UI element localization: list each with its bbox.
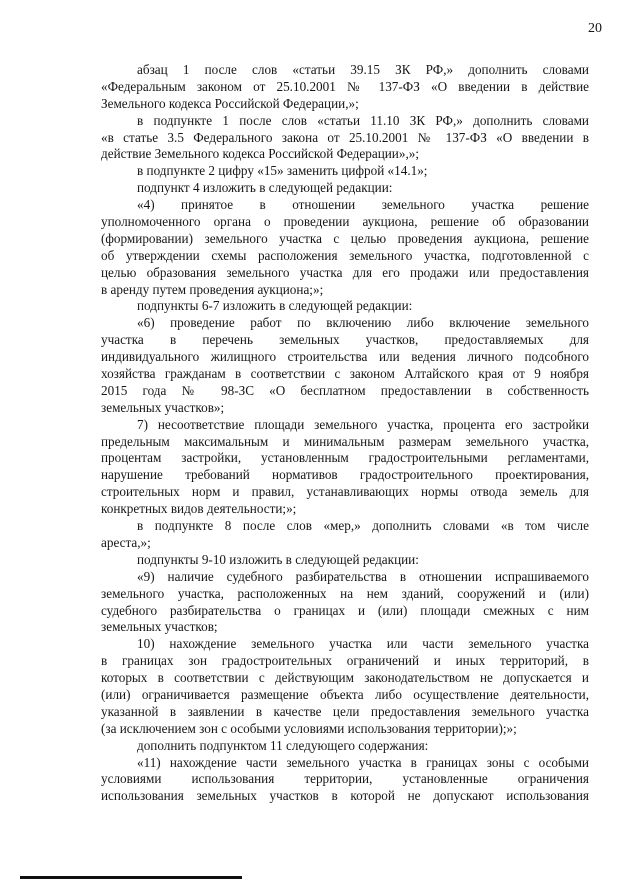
text-line: «4) принятое в отношении земельного участка решение <box>137 197 589 213</box>
text-line: ареста,»; <box>101 534 151 550</box>
text-line: земельных участков; <box>101 619 218 635</box>
text-line: условиями использования территории, установленные ограничения <box>101 771 589 787</box>
text-line: целью образования земельного участка для его продажи или предоставления <box>101 264 589 280</box>
text-line: использования земельных участков в которой не допускают использования <box>101 788 589 804</box>
text-line: 2015 года № 98-ЗС «О бесплатном предоставлении в собственность <box>101 382 589 398</box>
text-line: в подпункте 2 цифру «15» заменить цифрой «14.1»; <box>137 163 428 179</box>
text-line: действие Земельного кодекса Российской Федерации»,»; <box>101 146 420 162</box>
text-line: (или) ограничивается размещение объекта либо осуществление деятельности, <box>101 686 589 702</box>
text-line: 10) нахождение земельного участка или части земельного участка <box>137 636 589 652</box>
text-line: подпункты 6-7 изложить в следующей редакции: <box>137 298 413 314</box>
text-line: «в статье 3.5 Федерального закона от 25.10.2001 № 137-ФЗ «О введении в <box>101 129 589 145</box>
text-line: в аренду путем проведения аукциона;»; <box>101 281 324 297</box>
text-line: «11) нахождение части земельного участка в границах зоны с особыми <box>137 754 589 770</box>
page-number: 20 <box>588 21 602 36</box>
text-line: «9) наличие судебного разбирательства в отношении испрашиваемого <box>137 568 589 584</box>
text-line: «6) проведение работ по включению либо включение земельного <box>137 315 589 331</box>
text-line: уполномоченного органа о проведении аукциона, решение об образовании <box>101 214 589 230</box>
text-line: об утверждении схемы расположения земельного участка, подготовленной с <box>101 247 589 263</box>
text-line: судебного разбирательства о границах и (или) площади смежных с ним <box>101 602 589 618</box>
text-line: нарушение требований нормативов градостроительного проектирования, <box>101 467 589 483</box>
text-line: «Федеральным законом от 25.10.2001 № 137-ФЗ «О введении в действие <box>101 78 589 94</box>
text-line: Земельного кодекса Российской Федерации,»; <box>101 95 359 111</box>
text-line: строительных норм и правил, устанавливающих нормы отвода земель для <box>101 484 589 500</box>
text-line: (за исключением зон с особыми условиями использования территории);»; <box>101 720 517 736</box>
text-line: земельных участков»; <box>101 399 225 415</box>
text-line: 7) несоответствие площади земельного участка, процента его застройки <box>137 416 589 432</box>
text-line: абзац 1 после слов «статьи 39.15 ЗК РФ,» дополнить словами <box>137 62 589 77</box>
text-line: (формировании) земельного участка с целью проведения аукциона, решение <box>101 230 589 246</box>
text-line: в подпункте 8 после слов «мер,» дополнить словами «в том числе <box>137 518 589 534</box>
text-line: которых в соответствии с действующим законодательством не допускается и <box>101 670 589 686</box>
text-line: земельного участка, расположенных на нем зданий, сооружений и (или) <box>101 585 589 601</box>
text-line: подпункты 9-10 изложить в следующей редакции: <box>137 551 419 567</box>
text-line: в подпункте 1 после слов «статьи 11.10 ЗК РФ,» дополнить словами <box>137 112 589 128</box>
text-line: в границах зон градостроительных ограничений и иных территорий, в <box>101 653 589 669</box>
text-line: подпункт 4 изложить в следующей редакции: <box>137 180 393 196</box>
text-line: процентам застройки, установленным градостроительными регламентами, <box>101 450 589 466</box>
text-line: хозяйства гражданам в соответствии с законом Алтайского края от 9 ноября <box>101 366 589 382</box>
text-line: указанной в заявлении в качестве цели предоставления земельного участка <box>101 703 589 719</box>
text-line: индивидуального жилищного строительства или ведения личного подсобного <box>101 349 589 365</box>
document-body <box>101 62 589 805</box>
text-line: участка в перечень земельных участков, предоставляемых для <box>101 332 589 348</box>
text-line: конкретных видов деятельности;»; <box>101 501 297 517</box>
text-line: предельным максимальным и минимальным размерам земельного участка, <box>101 433 589 449</box>
text-line: дополнить подпунктом 11 следующего содержания: <box>137 737 429 753</box>
footer-rule <box>20 876 242 879</box>
